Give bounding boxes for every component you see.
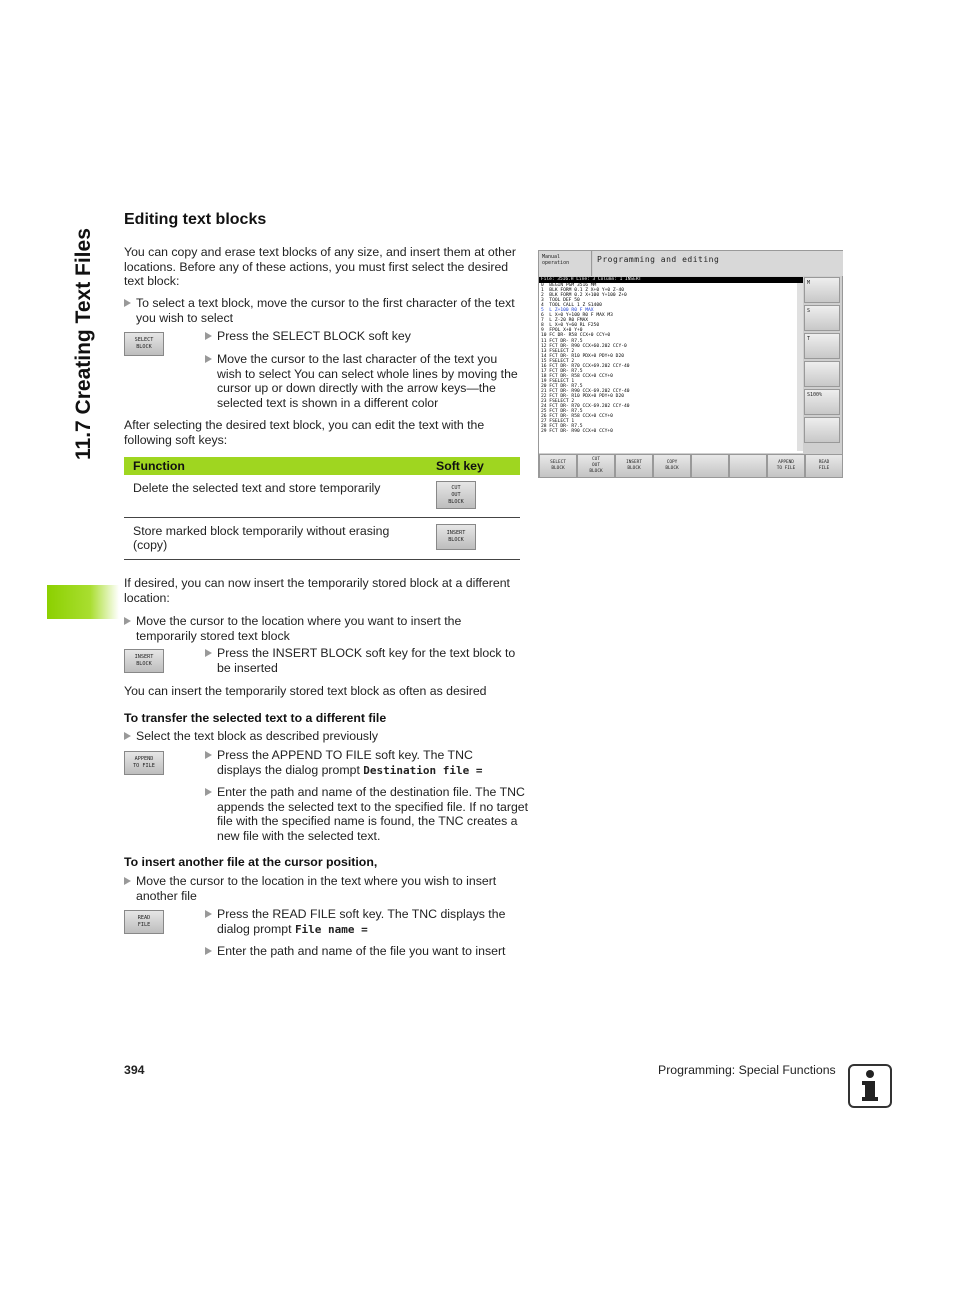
screen-side-button: S (804, 305, 840, 331)
screen-title: Programming and editing (593, 251, 843, 276)
program-line: 24 FCT DR- R70 CCX-69.202 CCY-40 (541, 404, 630, 410)
table-cell-function: Delete the selected text and store temporarily (124, 475, 427, 518)
intro-paragraph: You can copy and erase text blocks of any size, and insert them at other locations. Before any of these actions, you must first select the desired text block: (124, 245, 516, 288)
read-file-softkey: READ FILE (124, 910, 164, 934)
screen-program-area (539, 277, 803, 453)
program-line: 28 FCT DR- R7.5 (541, 424, 583, 430)
program-line: 2 BLK FORM 0.2 X+100 Y+100 Z+0 (541, 293, 627, 299)
program-line: 22 FCT DR- R10 PDX+0 PDY+0 D20 (541, 394, 624, 400)
step-select-start: To select a text block, move the cursor to the first character of the text you wish to select (124, 296, 520, 325)
table-header-row (124, 457, 520, 475)
program-line: 20 FCT DR- R7.5 (541, 383, 583, 389)
program-line: 16 FCT DR- R70 CCX+69.202 CCY-40 (541, 363, 630, 369)
screen-softkey: COPY BLOCK (653, 454, 691, 478)
program-line: 13 FSELECT 2 (541, 348, 575, 354)
program-line: 26 FCT DR- R58 CCX+0 CCY+0 (541, 414, 613, 420)
program-line: 9 FPOL X+0 Y+0 (541, 328, 583, 334)
step-enter-destination: Enter the path and name of the destination file. The TNC appends the selected text to the specified file. If no target file with the specified name is found, the TNC creates a new file with the selected text. (205, 785, 532, 843)
page-number: 394 (124, 1063, 145, 1077)
insert-block-softkey: INSERT BLOCK (436, 524, 476, 550)
screen-side-button (804, 417, 840, 443)
table-header-function: Function (124, 457, 427, 475)
program-line: 1 BLK FORM 0.1 Z X+0 Y+0 Z-40 (541, 288, 624, 294)
program-line: 14 FCT DR- R10 PDX+0 PDY+0 D20 (541, 353, 624, 359)
append-to-file-softkey: APPEND TO FILE (124, 751, 164, 775)
tnc-screen-image (538, 250, 843, 478)
screen-softkey: INSERT BLOCK (615, 454, 653, 478)
program-line: 8 L X+0 Y+60 RL F250 (541, 323, 600, 329)
screen-softkey (729, 454, 767, 478)
step-press-read-file (205, 907, 532, 937)
step-move-insert-location: Move the cursor to the location where you want to insert the temporarily stored text block (124, 614, 520, 643)
program-line: 19 FSELECT 1 (541, 378, 575, 384)
table-cell-softkey (427, 475, 520, 518)
softkey-function-table (124, 457, 520, 560)
step-move-insert-file: Move the cursor to the location in the text where you wish to insert another file (124, 874, 532, 903)
screen-softkey: READ FILE (805, 454, 843, 478)
screen-mode-label: Manual operation (539, 251, 592, 276)
step-move-cursor-end: Move the cursor to the last character of the text you wish to select You can select whole lines by moving the cursor up or down directly with the arrow keys—the selected text is shown in a different color (205, 352, 520, 410)
table-cell-function: Store marked block temporarily without erasing (copy) (124, 518, 427, 560)
table-header-softkey: Soft key (427, 457, 520, 475)
program-line: 10 FC DR- R58 CCX+0 CCY+0 (541, 333, 611, 339)
screen-scrollbar (797, 283, 803, 451)
program-line: 6 L X+0 Y+100 R0 F MAX M3 (541, 313, 613, 319)
program-line: 4 TOOL CALL 1 Z S1400 (541, 303, 602, 309)
screen-softkey: CUT OUT BLOCK (577, 454, 615, 478)
program-line: 5 L Z+100 R0 F MAX (541, 308, 594, 314)
step-enter-file: Enter the path and name of the file you want to insert (205, 944, 532, 959)
chapter-tab-marker (47, 585, 119, 619)
screen-side-button: S100% (804, 389, 840, 415)
dialog-prompt-destination: Destination file = (363, 763, 483, 777)
info-icon (848, 1064, 892, 1108)
program-line: 18 FCT DR- R58 CCX+0 CCY+0 (541, 373, 613, 379)
step-select-block-again: Select the text block as described previously (124, 729, 520, 744)
insert-often-paragraph: You can insert the temporarily stored text block as often as desired (124, 684, 487, 698)
step-press-append (205, 748, 520, 778)
screen-side-button: M (804, 277, 840, 303)
program-line: 12 FCT DR- R90 CCX+60.202 CCY-0 (541, 343, 627, 349)
subheading-insert-file: To insert another file at the cursor position, (124, 855, 378, 869)
step-press-read-file-text: Press the READ FILE soft key. The TNC displays the dialog prompt (217, 907, 506, 936)
screen-softkey: SELECT BLOCK (539, 454, 577, 478)
step-press-select: Press the SELECT BLOCK soft key (205, 329, 520, 344)
footer-chapter: Programming: Special Functions (658, 1063, 836, 1077)
cut-out-block-softkey: CUT OUT BLOCK (436, 481, 476, 509)
program-line: 17 FCT DR- R7.5 (541, 368, 583, 374)
table-cell-softkey (427, 518, 520, 560)
program-line: 29 FCT DR- R90 CCX+0 CCY+0 (541, 429, 613, 435)
select-block-softkey: SELECT BLOCK (124, 332, 164, 356)
screen-softkey (691, 454, 729, 478)
step-press-insert: Press the INSERT BLOCK soft key for the text block to be inserted (205, 646, 532, 675)
after-select-paragraph: After selecting the desired text block, you can edit the text with the following soft keys: (124, 418, 485, 447)
subheading-transfer: To transfer the selected text to a different file (124, 711, 387, 725)
screen-softkey-bar (539, 454, 843, 478)
insert-block-softkey-2: INSERT BLOCK (124, 649, 164, 673)
program-line: 0 BEGIN PGM 3516 MM (541, 283, 597, 288)
screen-side-panel (804, 277, 842, 453)
screen-status-bar: File: 3516.H Line: 3 Column: 1 INSERT (539, 277, 803, 283)
program-line: 3 TOOL DEF 50 (541, 298, 580, 304)
screen-program-lines (539, 283, 803, 434)
program-line: 15 FSELECT 2 (541, 358, 575, 364)
program-line: 23 FSELECT 2 (541, 399, 575, 405)
dialog-prompt-filename: File name = (294, 922, 368, 936)
screen-side-button (804, 361, 840, 387)
program-line: 25 FCT DR- R7.5 (541, 409, 583, 415)
chapter-title-text: 11.7 Creating Text Files (72, 228, 95, 460)
program-line: 27 FSELECT 1 (541, 419, 575, 425)
program-line: 11 FCT DR- R7.5 (541, 338, 583, 344)
step-press-append-text: Press the APPEND TO FILE soft key. The TNC displays the dialog prompt (217, 748, 473, 777)
program-line: 21 FCT DR- R90 CCX-69.202 CCY-40 (541, 388, 630, 394)
table-row (124, 518, 520, 560)
table-row (124, 475, 520, 518)
screen-softkey: APPEND TO FILE (767, 454, 805, 478)
program-line: 7 L Z-20 R0 FMAX (541, 318, 589, 324)
section-heading: Editing text blocks (124, 211, 267, 228)
if-desired-paragraph: If desired, you can now insert the temporarily stored block at a different location: (124, 576, 510, 605)
screen-side-button: T (804, 333, 840, 359)
